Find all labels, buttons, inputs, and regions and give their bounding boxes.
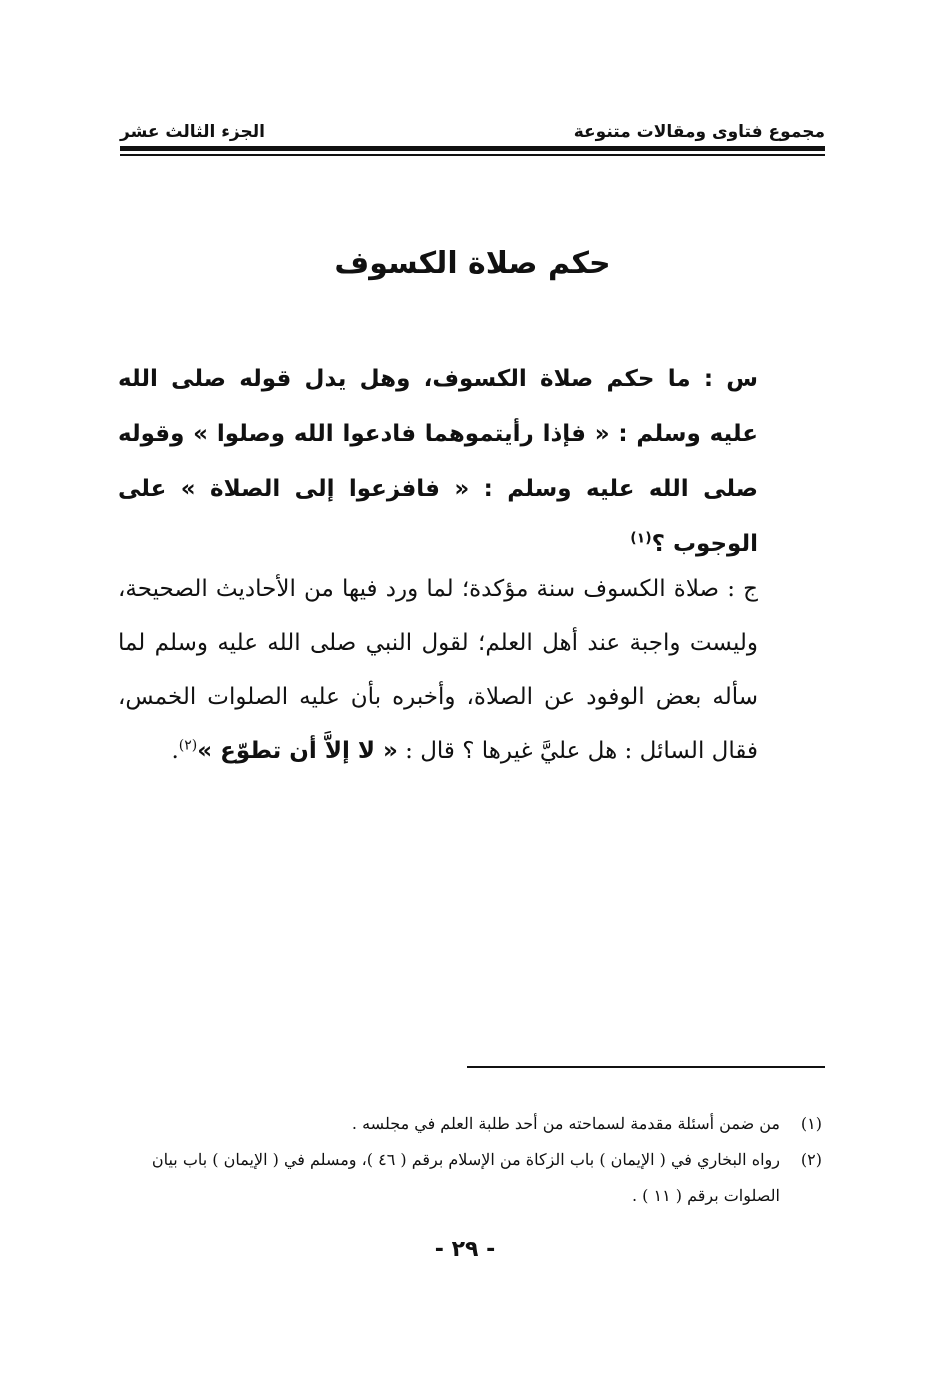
answer-quote: « لا إلاَّ أن تطوّع »	[197, 738, 398, 764]
header-rule-thin	[120, 154, 825, 156]
footnote-2	[120, 1142, 822, 1214]
footnotes	[120, 1106, 822, 1214]
question-suffix: على الوجوب ؟	[118, 476, 758, 557]
page-number: - ٢٩ -	[434, 1237, 496, 1262]
question-note-ref[interactable]: (١)	[630, 530, 652, 547]
answer-suffix: .	[171, 738, 179, 764]
question-quote-2: « فافزعوا إلى الصلاة »	[180, 476, 470, 502]
header-rule-thick	[120, 146, 825, 151]
footnote-rule	[467, 1066, 825, 1068]
running-header	[120, 112, 825, 142]
footnote-1	[120, 1106, 822, 1142]
footnote-number: (٢)	[800, 1150, 822, 1169]
volume-label: الجزء الثالث عشر	[120, 122, 265, 142]
answer-paragraph	[118, 562, 758, 778]
book-title: مجموع فتاوى ومقالات متنوعة	[573, 122, 825, 142]
footnote-number: (١)	[800, 1114, 822, 1133]
footnote-text: من ضمن أسئلة مقدمة لسماحته من أحد طلبة العلم في مجلسه .	[351, 1114, 780, 1133]
question-quote-1: « فإذا رأيتموهما فادعوا الله وصلوا »	[193, 421, 610, 447]
footnote-text: رواه البخاري في ( الإيمان ) باب الزكاة من الإسلام برقم ( ٤٦ )، ومسلم في ( الإيمان ) باب بيان الصلوات برقم ( ١١ ) .	[151, 1150, 780, 1205]
page-title: حكم صلاة الكسوف	[334, 246, 611, 281]
answer-text: ج : صلاة الكسوف سنة مؤكدة؛ لما ورد فيها من الأحاديث الصحيحة، وليست واجبة عند أهل العلم؛ لقول النبي صلى الله عليه وسلم لما سأله بعض الوفود عن الصلاة، وأخبره بأن عليه الصلوات الخمس، فقال السائل : هل عليَّ غيرها ؟ قال :	[118, 576, 758, 764]
question-paragraph	[118, 352, 758, 572]
answer-note-ref[interactable]: (٢)	[178, 737, 198, 754]
question-middle: وقوله صلى الله عليه وسلم :	[118, 421, 758, 502]
question-prefix: س : ما حكم صلاة الكسوف، وهل يدل قوله صلى الله عليه وسلم :	[118, 366, 759, 447]
